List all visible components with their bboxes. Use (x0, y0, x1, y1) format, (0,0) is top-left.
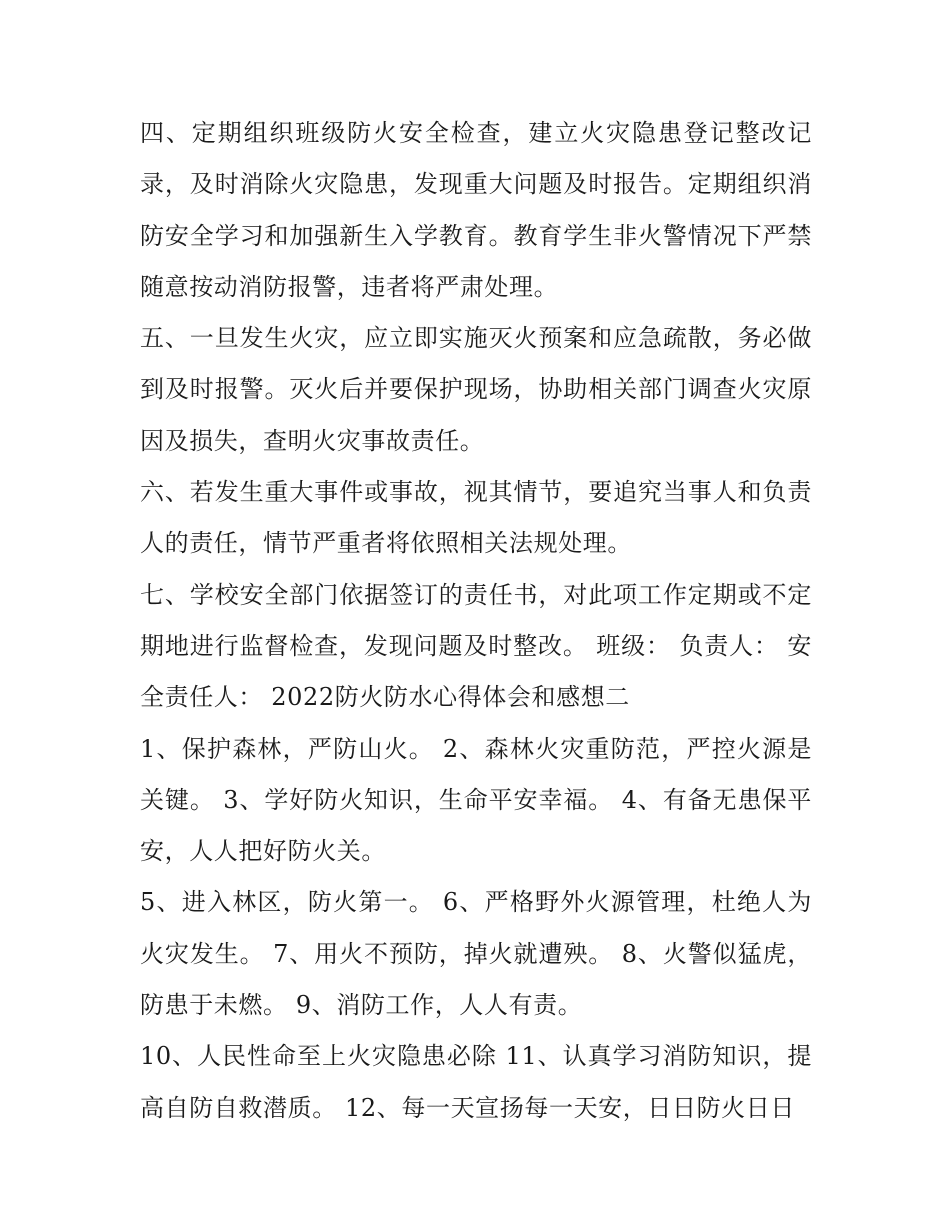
paragraph-4: 四、定期组织班级防火安全检查，建立火灾隐患登记整改记录，及时消除火灾隐患，发现重大问题及时报告。定期组织消防安全学习和加强新生入学教育。教育学生非火警情况下严禁随意按动消防报警，违者将严肃处理。 (140, 119, 812, 301)
slogan-list-2: 5、进入林区，防火第一。 6、严格野外火源管理，杜绝人为火灾发生。 7、用火不预防，掉火就遭殃。 8、火警似猛虎，防患于未燃。 9、消防工作，人人有责。 (140, 888, 812, 1020)
paragraph-6: 六、若发生重大事件或事故，视其情节，要追究当事人和负责人的责任，情节严重者将依照相关法规处理。 (140, 478, 812, 558)
paragraph-7: 七、学校安全部门依据签订的责任书，对此项工作定期或不定期地进行监督检查，发现问题及时整改。 班级： 负责人： 安全责任人： 2022防火防水心得体会和感想二 (140, 580, 812, 712)
slogan-list-3: 10、人民性命至上火灾隐患必除 11、认真学习消防知识，提高自防自救潜质。 12、每一天宣扬每一天安，日日防火日日 (140, 1042, 812, 1122)
paragraph-5: 五、一旦发生火灾，应立即实施灭火预案和应急疏散，务必做到及时报警。灭火后并要保护现场，协助相关部门调查火灾原因及损失，查明火灾事故责任。 (140, 324, 812, 455)
slogan-list-1: 1、保护森林，严防山火。 2、森林火灾重防范，严控火源是关键。 3、学好防火知识，生命平安幸福。 4、有备无患保平安，人人把好防火关。 (140, 734, 812, 866)
document-body (140, 108, 812, 1134)
